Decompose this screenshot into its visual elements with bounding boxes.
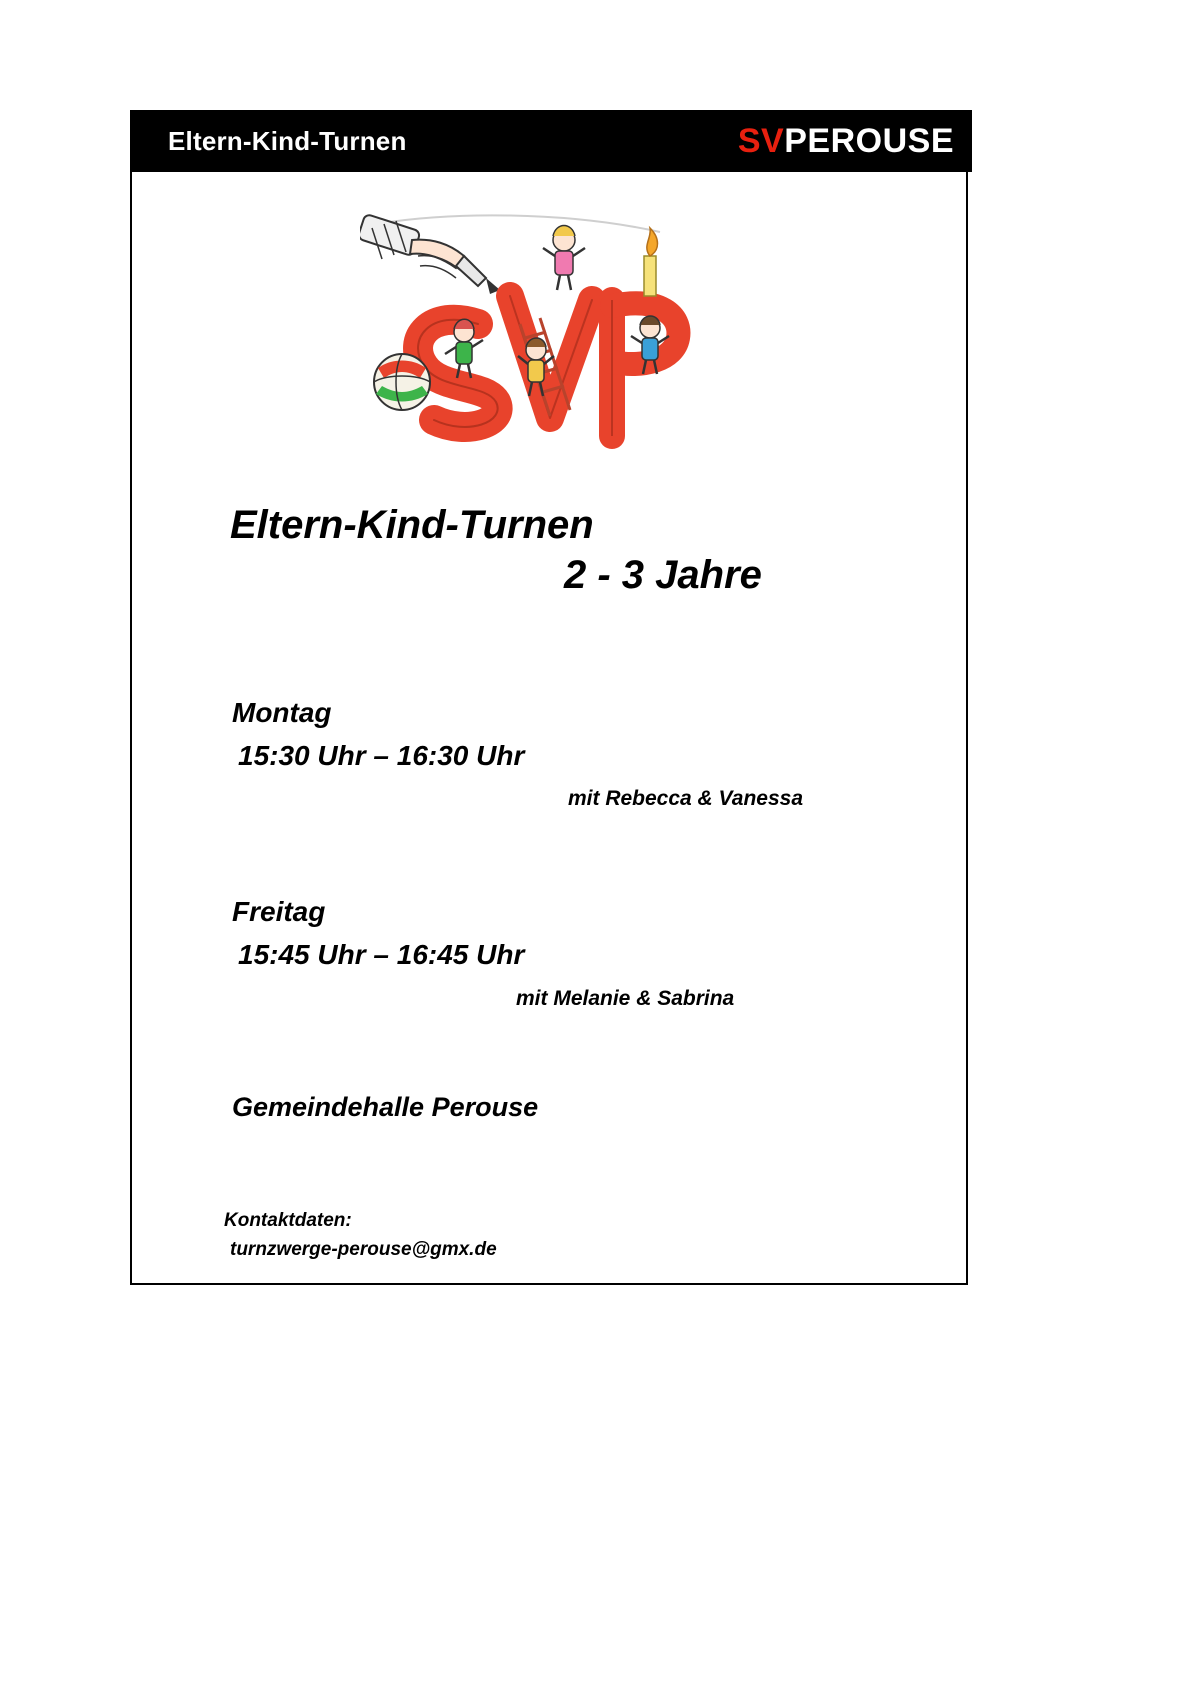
headline-line-2: 2 - 3 Jahre <box>564 553 762 597</box>
session-coaches: mit Rebecca & Vanessa <box>568 787 804 811</box>
brand-prefix: SV <box>737 121 785 160</box>
contact-block <box>132 1207 970 1264</box>
child-figure-pink-icon <box>543 226 585 291</box>
poster-header-bar <box>130 110 972 172</box>
contact-email[interactable]: turnzwerge-perouse@gmx.de <box>230 1238 497 1260</box>
club-logo-text <box>738 122 954 161</box>
svp-drawing-logo <box>360 204 700 454</box>
venue-name: Gemeindehalle Perouse <box>232 1092 539 1122</box>
header-title: Eltern-Kind-Turnen <box>168 125 407 156</box>
session-day: Montag <box>232 697 332 728</box>
contact-label: Kontaktdaten: <box>224 1210 352 1231</box>
poster-page <box>130 110 968 1285</box>
session-coaches: mit Melanie & Sabrina <box>516 986 735 1010</box>
session-entry <box>132 891 970 1020</box>
session-entry <box>132 692 970 821</box>
ball-icon <box>374 354 430 410</box>
session-time: 15:30 Uhr – 16:30 Uhr <box>238 740 525 771</box>
poster-headline <box>132 502 970 602</box>
session-time: 15:45 Uhr – 16:45 Uhr <box>238 939 525 971</box>
hand-with-pencil-icon <box>360 214 500 294</box>
brand-name: PEROUSE <box>784 121 954 160</box>
headline-line-1: Eltern-Kind-Turnen <box>230 503 594 547</box>
schedule-list <box>132 692 970 1091</box>
session-day: Freitag <box>232 896 326 928</box>
candle-icon <box>644 228 658 296</box>
